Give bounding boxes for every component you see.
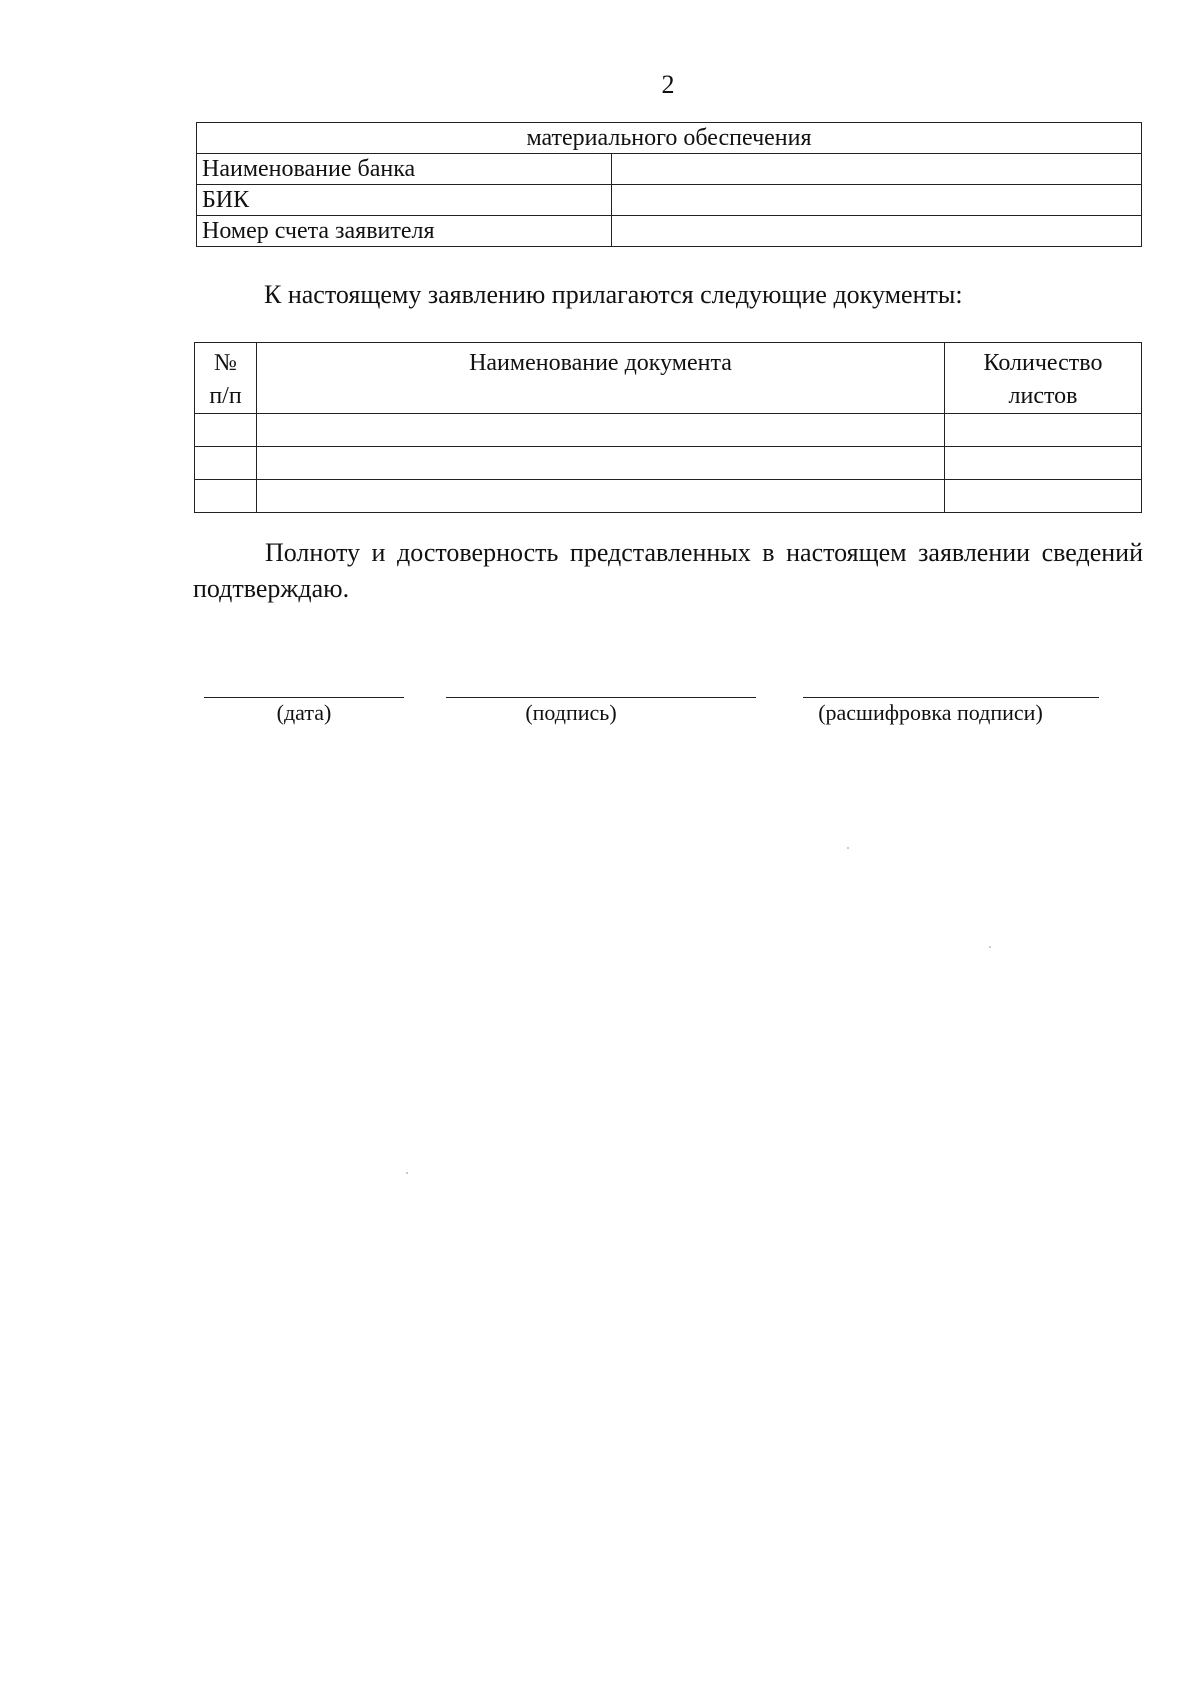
bank-name-label: Наименование банка: [197, 154, 612, 185]
confirmation-statement: Полноту и достоверность представленных в настоящем заявлении сведений подтверждаю.: [193, 538, 1143, 603]
attached-documents-table: [194, 342, 1142, 513]
account-number-field[interactable]: [612, 216, 1142, 247]
signature-decoding-caption: (расшифровка подписи): [818, 700, 1043, 725]
account-number-row: [197, 216, 1142, 247]
document-row-number[interactable]: [195, 447, 257, 480]
bank-details-table: [196, 122, 1142, 247]
document-row-number[interactable]: [195, 414, 257, 447]
header-number: [195, 343, 257, 414]
bik-row: [197, 185, 1142, 216]
date-caption: (дата): [276, 700, 332, 725]
header-document-name-label: Наименование документа: [469, 350, 732, 376]
document-row-count[interactable]: [945, 480, 1142, 513]
attachments-intro: К настоящему заявлению прилагаются следующие документы:: [264, 280, 963, 309]
document-row-name[interactable]: [257, 447, 945, 480]
header-count-line1: Количество: [983, 350, 1103, 376]
scan-speck: [406, 1172, 408, 1174]
header-count-line2: листов: [1008, 383, 1078, 409]
bank-name-row: [197, 154, 1142, 185]
header-sheet-count: [945, 343, 1142, 414]
signature-line[interactable]: [446, 697, 756, 698]
scan-speck: [847, 847, 849, 849]
bik-field[interactable]: [612, 185, 1142, 216]
header-number-line2: п/п: [209, 383, 242, 409]
page-number: 2: [661, 70, 675, 99]
bik-label: БИК: [197, 185, 612, 216]
document-row: [195, 447, 1142, 480]
signature-decoding-line[interactable]: [803, 697, 1099, 698]
document-row: [195, 480, 1142, 513]
document-row-number[interactable]: [195, 480, 257, 513]
account-number-label: Номер счета заявителя: [197, 216, 612, 247]
documents-header-row: [195, 343, 1142, 414]
document-row: [195, 414, 1142, 447]
bank-table-caption-row: [197, 123, 1142, 154]
document-row-name[interactable]: [257, 480, 945, 513]
date-line[interactable]: [204, 697, 404, 698]
signature-caption: (подпись): [525, 700, 617, 725]
document-row-name[interactable]: [257, 414, 945, 447]
bank-name-field[interactable]: [612, 154, 1142, 185]
scan-speck: [989, 946, 991, 948]
document-row-count[interactable]: [945, 447, 1142, 480]
bank-table-caption: материального обеспечения: [197, 123, 1142, 154]
header-document-name: [257, 343, 945, 414]
document-row-count[interactable]: [945, 414, 1142, 447]
header-number-line1: №: [214, 350, 237, 376]
